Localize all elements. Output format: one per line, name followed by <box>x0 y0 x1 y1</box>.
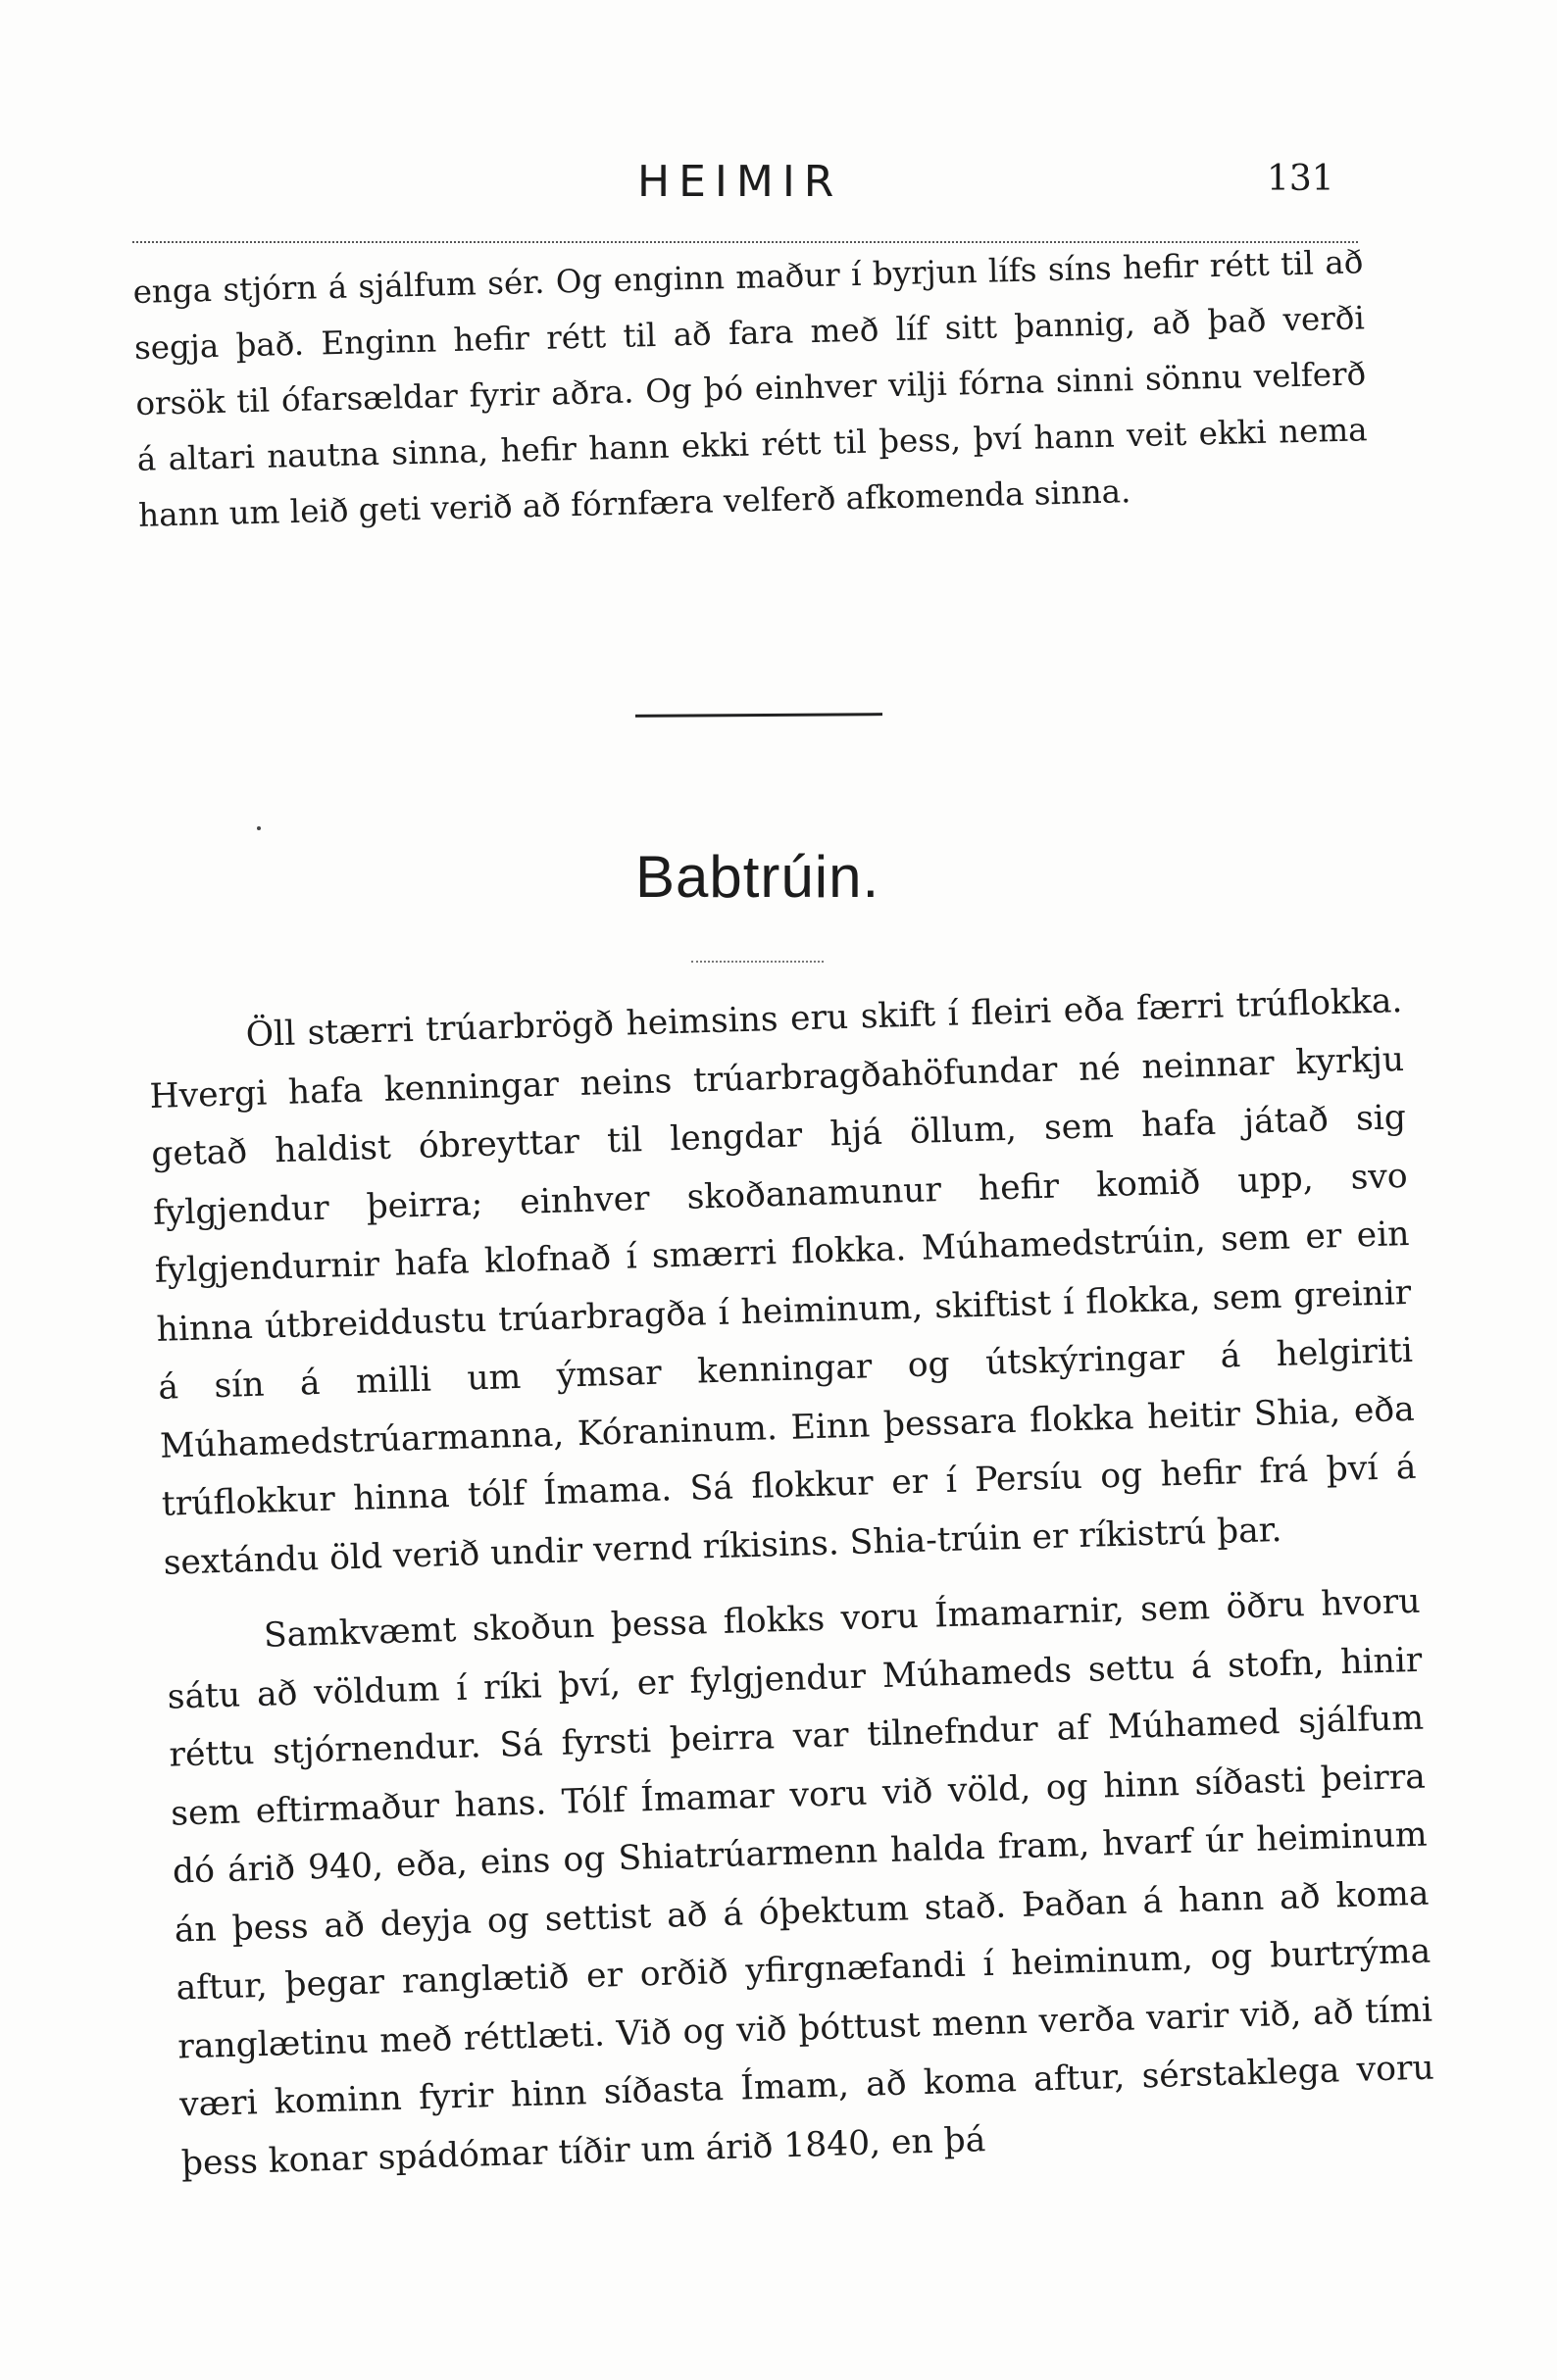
opening-paragraph <box>132 234 1370 544</box>
section-title: Babtrúin. <box>635 844 880 910</box>
title-underline-rule <box>691 961 824 963</box>
opening-paragraph-text: enga stjórn á sjálfum sér. Og enginn maður í byrjun lífs síns hefir rétt til að segja það. Enginn hefir rétt til að fara með líf sitt þannig, að það verði orsök til ófarsældar fyrir aðra. Og þó einhver vilji fórna sinni sönnu velferð á altari nautna sinna, hefir hann ekki rétt til þess, því hann veit ekki nema hann um leið geti verið að fórnfæra velferð afkomenda sinna. <box>132 243 1368 534</box>
page-number: 131 <box>1267 159 1334 199</box>
section-paragraph-1: Öll stærri trúarbrögð heimsins eru skift í fleiri eða færri trúflokka. Hvergi hafa kenningar neins trúarbragðahöfundar né neinnar kyrkju getað haldist óbreyttar til lengdar hjá öllum, sem hafa játað sig fylgjendur þeirra; einhver skoðanamunur hefir komið upp, svo fylgjendurnir hafa klofnað í smærri flokka. Múhamedstrúin, sem er ein hinna útbreiddustu trúarbragða í heiminum, skiftist í flokka, sem greinir á sín á milli um ýmsar kenningar og útskýringar á helgiriti Múhamedstrúarmanna, Kóraninum. Einn þessara flokka heitir Shia, eða trúflokkur hinna tólf Ímama. Sá flokkur er í Persíu og hefir frá því á sextándu öld verið undir vernd ríkisins. Shia-trúin er ríkistrú þar. <box>149 981 1418 1583</box>
ink-speck <box>257 826 261 830</box>
running-title: HEIMIR <box>637 157 843 207</box>
running-head <box>0 157 1557 216</box>
section-body <box>147 972 1436 2193</box>
section-separator-rule <box>635 713 882 718</box>
section-paragraph-2: Samkvæmt skoðun þessa flokks voru Ímamarnir, sem öðru hvoru sátu að völdum í ríki því, er fylgjendur Múhameds settu á stofn, hinir réttu stjórnendur. Sá fyrsti þeirra var tilnefndur af Múhamed sjálfum sem eftirmaður hans. Tólf Ímamar voru við völd, og hinn síðasti þeirra dó árið 940, eða, eins og Shiatrúarmenn halda fram, hvarf úr heiminum án þess að deyja og settist að á óþektum stað. Þaðan á hann að koma aftur, þegar ranglætið er orðið yfirgnæfandi í heiminum, og burtrýma ranglætinu með réttlæti. Við og við þóttust menn verða varir við, að tími væri kominn fyrir hinn síðasta Ímam, að koma aftur, sérstaklega voru þess konar spádómar tíðir um árið 1840, en þá <box>167 1581 1435 2183</box>
